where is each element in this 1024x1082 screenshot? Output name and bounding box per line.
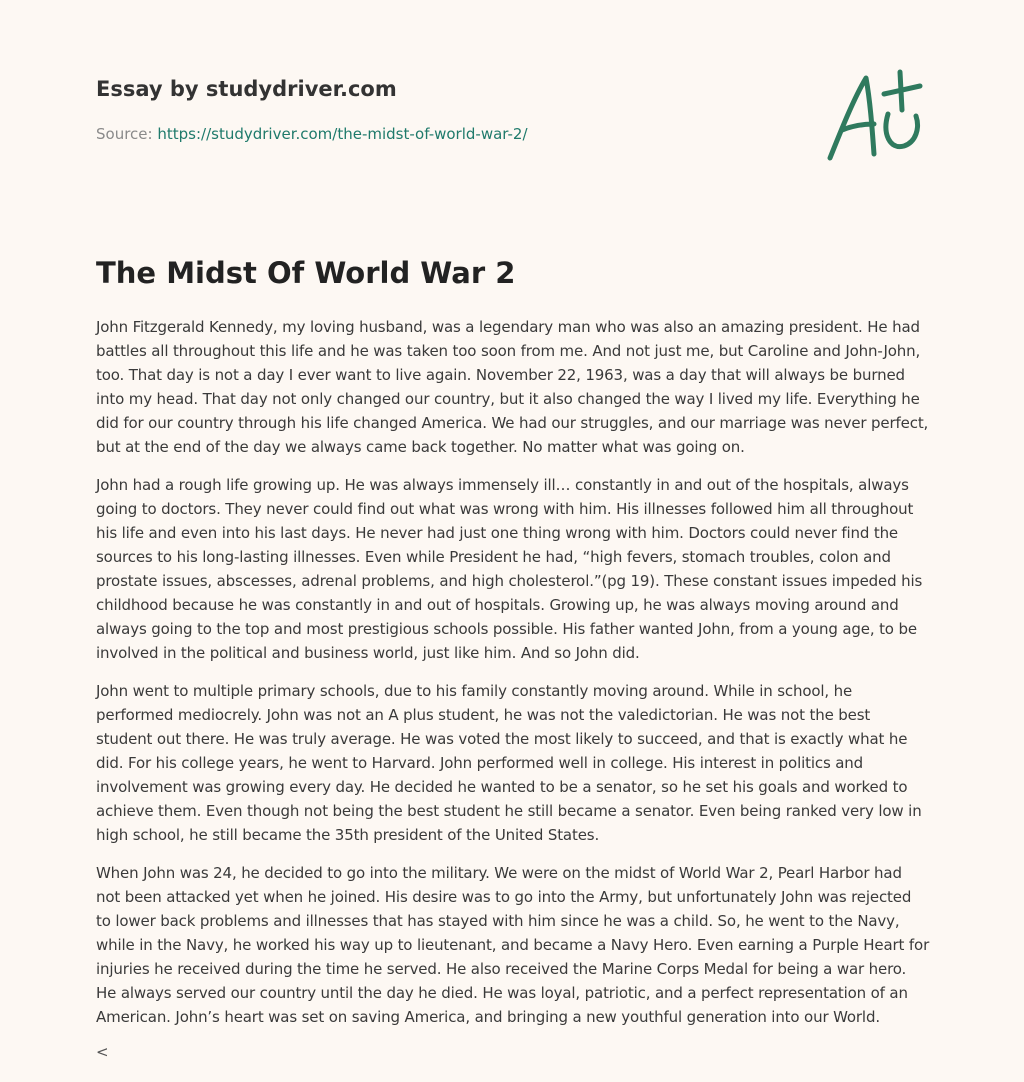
essay-header: [96, 74, 796, 144]
continue-marker[interactable]: <: [96, 1043, 109, 1061]
essay-paragraph: John went to multiple primary schools, due to his family constantly moving around. While in school, he performed mediocrely. John was not an A plus student, he was not the valedictorian. He was not the best student out there. He was truly average. He was voted the most likely to succeed, and that is exactly what he did. For his college years, he went to Harvard. John performed well in college. His interest in politics and involvement was growing every day. He decided he wanted to be a senator, so he set his goals and worked to achieve them. Even though not being the best student he still became a senator. Even being ranked very low in high school, he still became the 35th president of the United States.: [96, 682, 922, 844]
source-link[interactable]: https://studydriver.com/the-midst-of-world-war-2/: [157, 125, 528, 143]
essay-paragraph: When John was 24, he decided to go into the military. We were on the midst of World War 2, Pearl Harbor had not been attacked yet when he joined. His desire was to go into the Army, but unfortunately John was rejected to lower back problems and illnesses that has stayed with him since he was a child. So, he went to the Navy, while in the Navy, he worked his way up to lieutenant, and became a Navy Hero. Even earning a Purple Heart for injuries he received during the time he served. He also received the Marine Corps Medal for being a war hero. He always served our country until the day he died. He was loyal, patriotic, and a perfect representation of an American. John’s heart was set on saving America, and bringing a new youthful generation into our World.: [96, 864, 930, 1026]
essay-title: The Midst Of World War 2: [96, 256, 516, 290]
source-label: Source:: [96, 125, 153, 143]
essay-body: [96, 315, 930, 1061]
essay-paragraph: John had a rough life growing up. He was always immensely ill… constantly in and out of the hospitals, always going to doctors. They never could find out what was wrong with him. His illnesses followed him all throughout his life and even into his last days. He never had just one thing wrong with him. Doctors could never find the sources to his long-lasting illnesses. Even while President he had, “high fevers, stomach troubles, colon and prostate issues, abscesses, adrenal problems, and high cholesterol.”(pg 19). These constant issues impeded his childhood because he was constantly in and out of hospitals. Growing up, he was always moving around and always going to the top and most prestigious schools possible. His father wanted John, from a young age, to be involved in the political and business world, just like him. And so John did.: [96, 476, 923, 662]
essay-paragraph: John Fitzgerald Kennedy, my loving husband, was a legendary man who was also an amazing president. He had battles all throughout this life and he was taken too soon from me. And not just me, but Caroline and John-John, too. That day is not a day I ever want to live again. November 22, 1963, was a day that will always be burned into my head. That day not only changed our country, but it also changed the way I lived my life. Everything he did for our country through his life changed America. We had our struggles, and our marriage was never perfect, but at the end of the day we always came back together. No matter what was going on.: [96, 318, 929, 456]
site-title: Essay by studydriver.com: [96, 77, 397, 101]
a-plus-grade-icon: [820, 66, 930, 166]
source-line: [96, 124, 796, 144]
